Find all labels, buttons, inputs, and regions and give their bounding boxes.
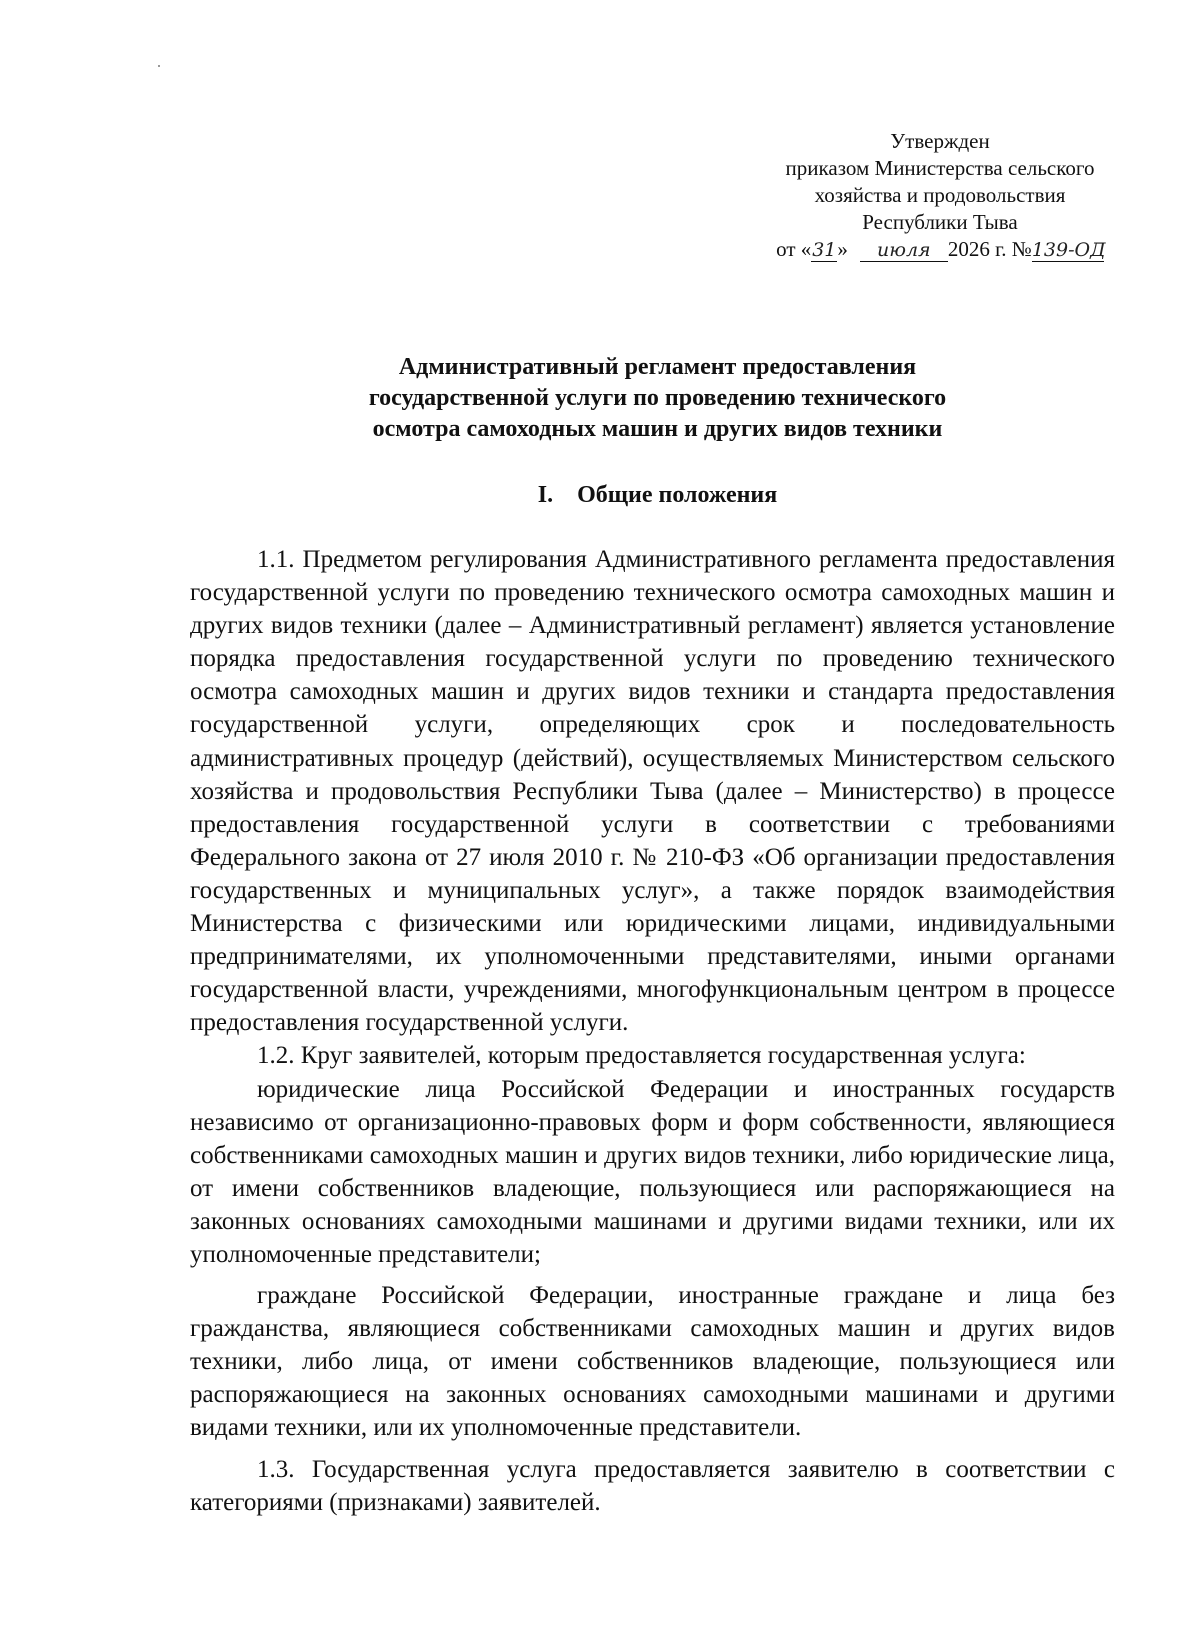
approval-stamp: [740, 128, 1140, 263]
year-text: 2026 г. №: [947, 237, 1032, 261]
section-title: Общие положения: [577, 482, 778, 508]
title-line-1: Административный регламент предоставления: [398, 354, 917, 380]
section-heading: [190, 480, 1125, 511]
paragraph-legal-entities: юридические лица Российской Федерации и иностранных государств независимо от организационно-правовых форм и форм собственности, являющиеся собственниками самоходных машин и других видов техники, либо юридические лица, от имени собственников владеющие, пользующиеся или распоряжающиеся на законных основаниях самоходными машинами и другими видами техники, или их уполномоченные представители;: [190, 1075, 1115, 1268]
approval-line-4: Республики Тыва: [862, 210, 1018, 234]
date-prefix: от «: [776, 237, 812, 261]
body-text: [190, 543, 1115, 1519]
paragraph-1-1: 1.1. Предметом регулирования Административного регламента предоставления государственной услуги по проведению технического осмотра самоходных машин и других видов техники (далее – Административный регламент) является установление порядка предоставления государственной услуги по проведению технического осмотра самоходных машин и других видов техники и стандарта предоставления государственной услуги, определяющих срок и последовательность административных процедур (действий), осуществляемых Министерством сельского хозяйства и продовольствия Республики Тыва (далее – Министерство) в процессе предоставления государственной услуги в соответствии с требованиями Федерального закона от 27 июля 2010 г. № 210-ФЗ «Об организации предоставления государственных и муниципальных услуг», а также порядок взаимодействия Министерства с физическими или юридическими лицами, индивидуальными предпринимателями, их уполномоченными представителями, иными органами государственной власти, учреждениями, многофункциональным центром в процессе предоставления государственной услуги.: [190, 546, 1115, 1037]
paragraph-1-2: 1.2. Круг заявителей, которым предоставляется государственная услуга:: [257, 1042, 1026, 1070]
section-number: I.: [537, 482, 554, 508]
handwritten-order-number: 139-ОД: [1031, 239, 1106, 261]
approval-line-3: хозяйства и продовольствия: [814, 183, 1066, 207]
paragraph-citizens: граждане Российской Федерации, иностранные граждане и лица без гражданства, являющиеся собственниками самоходных машин и других видов техники, либо лица, от имени собственников владеющие, пользующиеся или распоряжающиеся на законных основаниях самоходными машинами и другими видами техники, или их уполномоченные представители.: [190, 1282, 1115, 1442]
title-line-3: осмотра самоходных машин и других видов техники: [372, 416, 943, 442]
date-mid: »: [837, 237, 848, 261]
document-title: [190, 352, 1125, 445]
scan-speck: [158, 65, 160, 67]
handwritten-day: 31: [812, 239, 837, 261]
approval-line-2: приказом Министерства сельского: [785, 156, 1095, 180]
title-line-2: государственной услуги по проведению технического: [368, 385, 947, 411]
paragraph-1-3: 1.3. Государственная услуга предоставляется заявителю в соответствии с категориями (признаками) заявителей.: [190, 1455, 1115, 1516]
handwritten-month: июля: [860, 239, 948, 262]
approval-date-line: [740, 236, 1140, 263]
approval-line-1: Утвержден: [890, 129, 990, 153]
